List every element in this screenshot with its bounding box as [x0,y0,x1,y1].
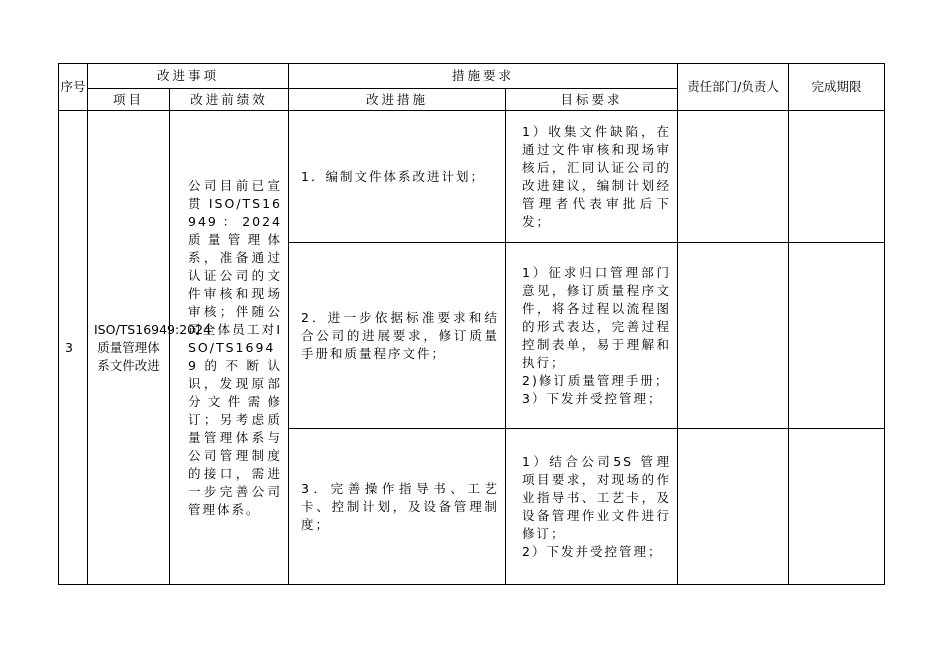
measure-2: 2．进一步依据标准要求和结合公司的进展要求，修订质量手册和质量程序文件； [289,243,506,429]
target-2-line-3: 3）下发并受控管理； [522,390,663,406]
header-project: 项目 [88,89,170,111]
header-row-1 [59,64,885,89]
table-row [59,111,885,243]
measure-3: 3．完善操作指导书、工艺卡、控制计划，及设备管理制度； [289,429,506,585]
deadline-3 [789,429,885,585]
improvement-plan-table [58,63,885,585]
deadline-2 [789,243,885,429]
header-improvement-item: 改进事项 [88,64,289,89]
target-2-line-1: 1）征求归口管理部门意见，修订质量程序文件，将各过程以流程图的形式表达，完善过程控制表单，易于理解和执行； [522,264,672,370]
target-2-line-2: 2)修订质量管理手册； [522,372,670,388]
header-responsible: 责任部门/负责人 [678,64,789,111]
target-3-line-1: 1）结合公司5S 管理项目要求，对现场的作业指导书、工艺卡，及设备管理作业文件进行修订； [522,453,672,541]
target-1 [506,111,678,243]
row-prev-performance: 公司目前已宣贯ISO/TS16949：2024质量管理体系，准备通过认证公司的文件审核和现场审核；伴随公司全体员工对ISO/TS16949的不断认识，发现原部分文件需修订；另考虑质量管理体系与公司管理制度的接口，需进一步完善公司管理体系。 [170,111,289,585]
responsible-3 [678,429,789,585]
target-3 [506,429,678,585]
header-measures-requirement: 措施要求 [289,64,678,89]
header-prev-performance: 改进前绩效 [170,89,289,111]
target-3-line-2: 2）下发并受控管理； [522,543,663,559]
deadline-1 [789,111,885,243]
header-deadline: 完成期限 [789,64,885,111]
responsible-2 [678,243,789,429]
target-1-line-1: 1）收集文件缺陷，在通过文件审核和现场审核后，汇同认证公司的改进建议，编制计划经管理者代表审批后下发； [522,123,672,229]
header-target: 目标要求 [506,89,678,111]
responsible-1 [678,111,789,243]
measure-1: 1．编制文件体系改进计划； [289,111,506,243]
row-seq: 3 [59,111,88,585]
header-seq: 序号 [59,64,88,111]
row-project: ISO/TS16949:2024质量管理体系文件改进 [88,111,170,585]
header-measure: 改进措施 [289,89,506,111]
target-2 [506,243,678,429]
